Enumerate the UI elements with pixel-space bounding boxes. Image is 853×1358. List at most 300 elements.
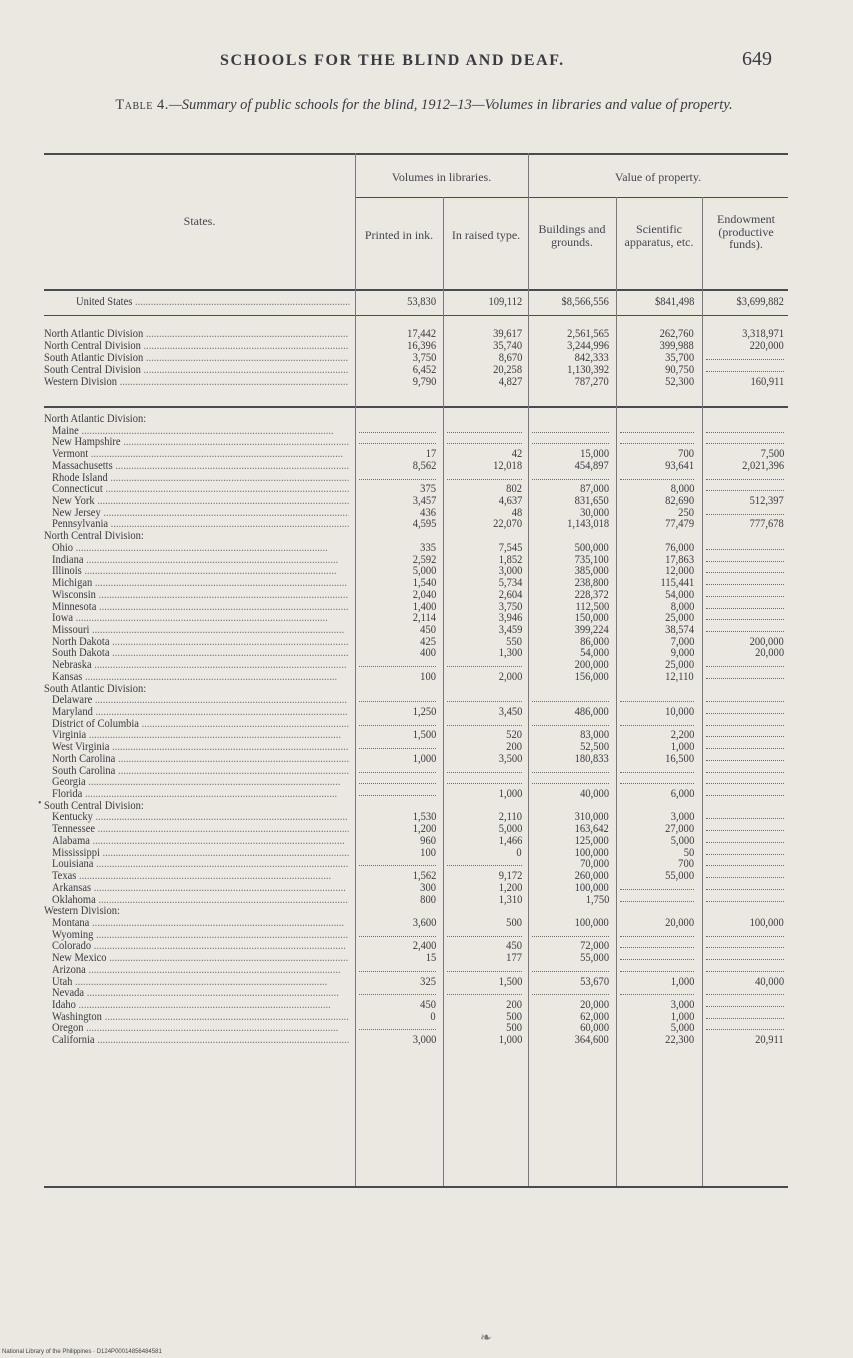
empty-cell-leader [447, 971, 522, 972]
buildings-cell: 180,833 [574, 752, 609, 765]
empty-cell-leader [447, 479, 522, 480]
scientific-cell: 10,000 [665, 706, 694, 718]
scientific-cell: 1,000 [670, 741, 694, 754]
empty-cell-leader [620, 701, 694, 702]
printed-cell: 1,530 [412, 811, 436, 824]
empty-cell-leader [620, 901, 694, 902]
state-row-name: Rhode Island ..... [52, 472, 349, 484]
buildings-cell: 30,000 [580, 506, 609, 519]
raised-cell: 200 [506, 999, 522, 1011]
empty-cell-leader [706, 561, 784, 562]
state-row-name: New Mexico ..... [52, 952, 349, 964]
buildings-cell: 1,750 [585, 893, 609, 906]
raised-cell: 39,617 [493, 328, 522, 340]
empty-cell-leader [706, 772, 784, 773]
printed-cell: 3,000 [412, 1034, 436, 1047]
printed-cell: 1,200 [412, 823, 436, 836]
division-row-name: South Atlantic Division ..... [44, 352, 349, 364]
raised-cell: 500 [506, 1010, 522, 1023]
state-row-name: Illinois ..... [52, 565, 349, 577]
state-row-name: West Virginia ..... [52, 741, 349, 753]
scientific-cell: 7,000 [670, 635, 694, 648]
empty-cell-leader [532, 725, 609, 726]
endowment-cell: 2,021,396 [741, 459, 784, 472]
column-divider [355, 153, 356, 1186]
empty-cell-leader [532, 783, 609, 784]
printed-cell: 436 [420, 506, 436, 519]
empty-cell-leader [706, 854, 784, 855]
empty-cell-leader [359, 772, 436, 773]
empty-cell-leader [706, 713, 784, 714]
empty-cell-leader [359, 432, 436, 433]
state-row-name: Massachusetts ..... [52, 460, 349, 472]
empty-cell-leader [706, 947, 784, 948]
endowment-cell: 20,911 [755, 1034, 784, 1047]
scientific-cell: 2,200 [670, 729, 694, 742]
buildings-cell: 2,561,565 [566, 328, 609, 340]
stray-mark: • [38, 798, 42, 809]
scientific-cell: 5,000 [670, 1022, 694, 1035]
printed-cell: 450 [420, 999, 436, 1011]
raised-cell: 1,000 [498, 1034, 522, 1047]
printed-cell: 2,040 [412, 588, 436, 601]
empty-cell-leader [620, 889, 694, 890]
scientific-cell: 16,500 [665, 752, 694, 765]
empty-cell-leader [532, 994, 609, 995]
state-row-name: North Dakota ..... [52, 636, 349, 648]
empty-cell-leader [706, 572, 784, 573]
empty-cell-leader [706, 490, 784, 491]
empty-cell-leader [447, 701, 522, 702]
empty-cell-leader [620, 725, 694, 726]
header-bottom-rule [44, 289, 788, 291]
empty-cell-leader [706, 596, 784, 597]
empty-cell-leader [706, 901, 784, 902]
scientific-cell: 77,479 [665, 518, 694, 531]
raised-cell: 1,000 [498, 788, 522, 801]
printed-cell: 3,457 [412, 495, 436, 508]
empty-cell-leader [447, 783, 522, 784]
running-title: SCHOOLS FOR THE BLIND AND DEAF. [220, 52, 565, 69]
scientific-cell: 700 [678, 858, 694, 871]
state-row-name: New Jersey ..... [52, 507, 349, 519]
raised-cell: 1,500 [498, 975, 522, 988]
empty-cell-leader [706, 830, 784, 831]
buildings-cell: 15,000 [580, 448, 609, 461]
state-row-name: Idaho ..... [52, 999, 349, 1011]
state-row-name: Montana ..... [52, 917, 349, 929]
buildings-cell: 1,143,018 [566, 518, 609, 531]
volumes-group-header: Volumes in libraries. [391, 170, 492, 184]
empty-cell-leader [359, 936, 436, 937]
buildings-cell: 54,000 [580, 647, 609, 660]
empty-cell-leader [706, 748, 784, 749]
empty-cell-leader [706, 549, 784, 550]
empty-cell-leader [447, 432, 522, 433]
empty-cell-leader [447, 994, 522, 995]
state-row-name: Louisiana ..... [52, 858, 349, 870]
buildings-cell: 100,000 [574, 916, 609, 929]
empty-cell-leader [706, 877, 784, 878]
raised-cell: 5,000 [498, 823, 522, 836]
division-row-name: South Central Division ..... [44, 364, 349, 376]
state-row-name: California ..... [52, 1034, 349, 1046]
buildings-cell: 238,800 [574, 577, 609, 590]
endowment-cell: 3,318,971 [741, 328, 784, 340]
property-group-header: Value of property. [614, 170, 702, 184]
division-row-name: Western Division ..... [44, 376, 349, 388]
endowment-cell: 220,000 [749, 340, 784, 353]
buildings-cell: 55,000 [580, 952, 609, 965]
empty-cell-leader [706, 631, 784, 632]
scientific-cell: $841,498 [654, 296, 694, 308]
buildings-cell: 1,130,392 [566, 364, 609, 377]
states-header: States. [183, 214, 216, 228]
empty-cell-leader [532, 971, 609, 972]
printed-cell: 0 [430, 1010, 436, 1023]
buildings-cell: 364,600 [574, 1034, 609, 1047]
raised-header: In raised type. [451, 228, 521, 242]
buildings-cell: 3,244,996 [566, 340, 609, 353]
totals-rule [44, 315, 788, 316]
divisions-rule [44, 406, 788, 408]
table-top-rule [44, 153, 788, 155]
empty-cell-leader [706, 359, 784, 360]
buildings-cell: 260,000 [574, 870, 609, 883]
table-bottom-rule [44, 1186, 788, 1188]
scientific-cell: 20,000 [665, 916, 694, 929]
empty-cell-leader [359, 748, 436, 749]
scientific-cell: 25,000 [665, 612, 694, 625]
empty-cell-leader [532, 443, 609, 444]
raised-cell: 2,000 [498, 670, 522, 683]
summary-table [44, 153, 788, 1189]
state-row-name: Georgia ..... [52, 776, 349, 788]
state-row-name: Wyoming ..... [52, 929, 349, 941]
endowment-cell: 7,500 [760, 448, 784, 461]
empty-cell-leader [532, 701, 609, 702]
raised-cell: 2,110 [498, 811, 522, 824]
empty-cell-leader [359, 1029, 436, 1030]
raised-cell: 200 [506, 741, 522, 754]
buildings-cell: 735,100 [574, 553, 609, 566]
scientific-cell: 35,700 [665, 352, 694, 365]
library-stamp: National Library of the Philippines · D124P00014856484581 [2, 1349, 162, 1355]
state-row-name: New York ..... [52, 495, 349, 507]
division-heading: South Atlantic Division: [44, 682, 147, 695]
empty-cell-leader [706, 701, 784, 702]
printed-cell: 335 [420, 541, 436, 554]
state-row-name: Alabama ..... [52, 835, 349, 847]
state-row-name: Mississippi ..... [52, 847, 349, 859]
state-row-name: Wisconsin ..... [52, 589, 349, 601]
state-row-name: Colorado ..... [52, 940, 349, 952]
printed-cell: 3,600 [412, 916, 436, 929]
printed-cell: 5,000 [412, 565, 436, 578]
empty-cell-leader [706, 371, 784, 372]
state-row-name: Kansas ..... [52, 671, 349, 683]
empty-cell-leader [359, 865, 436, 866]
buildings-cell: 787,270 [574, 376, 609, 389]
printed-cell: 100 [420, 846, 436, 859]
scientific-cell: 22,300 [665, 1034, 694, 1047]
printed-cell: 17 [425, 448, 436, 461]
empty-cell-leader [532, 432, 609, 433]
empty-cell-leader [447, 443, 522, 444]
printed-cell: 375 [420, 483, 436, 496]
raised-cell: 1,200 [498, 881, 522, 894]
empty-cell-leader [532, 772, 609, 773]
division-heading: North Central Division: [44, 530, 144, 543]
buildings-cell: 486,000 [574, 706, 609, 718]
raised-cell: 48 [511, 506, 522, 519]
state-row-name: Washington ..... [52, 1011, 349, 1023]
empty-cell-leader [706, 1018, 784, 1019]
empty-cell-leader [706, 971, 784, 972]
state-row-name: Maryland ..... [52, 706, 349, 718]
endowment-cell: 40,000 [755, 975, 784, 988]
division-row-name: North Atlantic Division ..... [44, 328, 349, 340]
buildings-cell: 500,000 [574, 541, 609, 554]
endowment-cell: 160,911 [750, 376, 784, 389]
state-row-name: Nevada ..... [52, 987, 349, 999]
empty-cell-leader [706, 795, 784, 796]
state-row-name: District of Columbia ..... [52, 718, 349, 730]
empty-cell-leader [620, 971, 694, 972]
state-row-name: Utah ..... [52, 976, 349, 988]
page-ornament: ❧ [480, 1331, 492, 1346]
empty-cell-leader [620, 479, 694, 480]
table-title: —Summary of public schools for the blind, 1912–13—Volumes in libraries and value of property. [168, 97, 733, 113]
empty-cell-leader [706, 432, 784, 433]
raised-cell: 500 [506, 916, 522, 929]
buildings-cell: 86,000 [580, 635, 609, 648]
printed-cell: 400 [420, 647, 436, 660]
raised-cell: 12,018 [493, 459, 522, 472]
empty-cell-leader [620, 772, 694, 773]
printed-cell: 2,592 [412, 553, 436, 566]
scientific-cell: 3,000 [670, 811, 694, 824]
printed-cell: 2,114 [412, 612, 436, 625]
empty-cell-leader [706, 678, 784, 679]
scientific-cell: 25,000 [665, 659, 694, 672]
buildings-cell: 831,650 [574, 495, 609, 508]
buildings-cell: 20,000 [580, 999, 609, 1011]
raised-cell: 42 [511, 448, 522, 461]
printed-cell: 6,452 [412, 364, 436, 377]
empty-cell-leader [359, 795, 436, 796]
empty-cell-leader [706, 666, 784, 667]
state-row-name: Nebraska ..... [52, 659, 349, 671]
empty-cell-leader [447, 772, 522, 773]
printed-cell: 15 [425, 952, 436, 965]
empty-cell-leader [706, 514, 784, 515]
buildings-cell: 385,000 [574, 565, 609, 578]
raised-cell: 5,734 [498, 577, 522, 590]
empty-cell-leader [620, 959, 694, 960]
raised-cell: 3,500 [498, 752, 522, 765]
printed-cell: 800 [420, 893, 436, 906]
scientific-cell: 1,000 [670, 1010, 694, 1023]
state-row-name: Florida ..... [52, 788, 349, 800]
scientific-cell: 93,641 [665, 459, 694, 472]
scientific-cell: 262,760 [659, 328, 694, 340]
state-row-name: Virginia ..... [52, 729, 349, 741]
column-divider [528, 153, 529, 1186]
scientific-cell: 50 [683, 846, 694, 859]
empty-cell-leader [620, 443, 694, 444]
raised-cell: 1,310 [498, 893, 522, 906]
raised-cell: 4,827 [498, 376, 522, 389]
buildings-cell: 163,642 [574, 823, 609, 836]
state-row-name: Maine ..... [52, 425, 349, 437]
raised-cell: 3,750 [498, 600, 522, 613]
empty-cell-leader [447, 666, 522, 667]
raised-cell: 1,852 [498, 553, 522, 566]
printed-cell: 425 [420, 635, 436, 648]
endowment-cell: 512,397 [749, 495, 784, 508]
buildings-cell: 125,000 [574, 834, 609, 847]
buildings-cell: 156,000 [574, 670, 609, 683]
empty-cell-leader [706, 584, 784, 585]
empty-cell-leader [706, 936, 784, 937]
scientific-cell: 700 [678, 448, 694, 461]
raised-cell: 1,466 [498, 834, 522, 847]
scientific-cell: 17,863 [665, 553, 694, 566]
buildings-cell: 40,000 [580, 788, 609, 801]
endowment-cell: 200,000 [749, 635, 784, 648]
printed-cell: 300 [420, 881, 436, 894]
scientific-cell: 399,988 [659, 340, 694, 353]
empty-cell-leader [447, 725, 522, 726]
raised-cell: 2,604 [498, 588, 522, 601]
endowment-header: Endowment (productive funds). [717, 212, 775, 251]
raised-cell: 35,740 [493, 340, 522, 353]
empty-cell-leader [706, 443, 784, 444]
state-row-name: South Carolina ..... [52, 765, 349, 777]
empty-cell-leader [706, 842, 784, 843]
scientific-cell: 115,441 [660, 577, 694, 590]
raised-cell: 3,000 [498, 565, 522, 578]
printed-cell: 1,250 [412, 706, 436, 718]
printed-cell: 1,500 [412, 729, 436, 742]
printed-cell: 1,400 [412, 600, 436, 613]
scientific-cell: 90,750 [665, 364, 694, 377]
division-heading: North Atlantic Division: [44, 413, 147, 425]
column-divider [702, 197, 703, 1186]
raised-cell: 20,258 [493, 364, 522, 377]
scientific-cell: 5,000 [670, 834, 694, 847]
raised-cell: 0 [516, 846, 522, 859]
printed-cell: 9,790 [412, 376, 436, 389]
state-row-name: North Carolina ..... [52, 753, 349, 765]
printed-cell: 53,830 [407, 296, 436, 308]
buildings-cell: 87,000 [580, 483, 609, 496]
buildings-cell: 150,000 [574, 612, 609, 625]
empty-cell-leader [359, 725, 436, 726]
state-row-name: Indiana ..... [52, 554, 349, 566]
raised-cell: 3,459 [498, 623, 522, 636]
scientific-cell: 9,000 [670, 647, 694, 660]
empty-cell-leader [706, 619, 784, 620]
endowment-cell: 100,000 [749, 916, 784, 929]
empty-cell-leader [706, 865, 784, 866]
raised-cell: 109,112 [488, 296, 522, 308]
empty-cell-leader [706, 1006, 784, 1007]
scientific-cell: 54,000 [665, 588, 694, 601]
state-row-name: Kentucky ..... [52, 811, 349, 823]
buildings-cell: 83,000 [580, 729, 609, 742]
empty-cell-leader [359, 479, 436, 480]
column-divider [443, 197, 444, 1186]
scientific-cell: 12,110 [665, 670, 694, 683]
raised-cell: 802 [506, 483, 522, 496]
state-row-name: Oregon ..... [52, 1022, 349, 1034]
empty-cell-leader [706, 959, 784, 960]
empty-cell-leader [532, 936, 609, 937]
printed-cell: 450 [420, 623, 436, 636]
raised-cell: 3,946 [498, 612, 522, 625]
state-row-name: Connecticut ..... [52, 483, 349, 495]
raised-cell: 9,172 [498, 870, 522, 883]
raised-cell: 3,450 [498, 706, 522, 718]
empty-cell-leader [706, 783, 784, 784]
empty-cell-leader [706, 889, 784, 890]
printed-cell: 100 [420, 670, 436, 683]
empty-cell-leader [359, 783, 436, 784]
scientific-cell: 8,000 [670, 483, 694, 496]
empty-cell-leader [359, 701, 436, 702]
empty-cell-leader [706, 818, 784, 819]
buildings-cell: 454,897 [574, 459, 609, 472]
empty-cell-leader [706, 1029, 784, 1030]
empty-cell-leader [706, 994, 784, 995]
printed-cell: 325 [420, 975, 436, 988]
empty-cell-leader [620, 994, 694, 995]
scientific-header: Scientific apparatus, etc. [624, 222, 694, 249]
buildings-cell: 70,000 [580, 858, 609, 871]
printed-cell: 17,442 [407, 328, 436, 340]
division-row-name: North Central Division ..... [44, 340, 349, 352]
state-row-name: Oklahoma ..... [52, 894, 349, 906]
state-row-name: Delaware ..... [52, 694, 349, 706]
state-row-name: Pennsylvania ..... [52, 518, 349, 530]
state-row-name: Vermont ..... [52, 448, 349, 460]
buildings-cell: 53,670 [580, 975, 609, 988]
state-row-name: Arizona ..... [52, 964, 349, 976]
group-header-rule [355, 197, 788, 198]
scientific-cell: 250 [678, 506, 694, 519]
raised-cell: 7,545 [498, 541, 522, 554]
raised-cell: 1,300 [498, 647, 522, 660]
buildings-cell: 200,000 [574, 659, 609, 672]
scientific-cell: 6,000 [670, 788, 694, 801]
printed-cell: 2,400 [412, 940, 436, 953]
empty-cell-leader [620, 936, 694, 937]
state-row-name: Minnesota ..... [52, 601, 349, 613]
empty-cell-leader [620, 947, 694, 948]
division-heading: South Central Division: [44, 799, 144, 812]
printed-cell: 16,396 [407, 340, 436, 353]
state-row-name: Iowa ..... [52, 612, 349, 624]
scientific-cell: 12,000 [665, 565, 694, 578]
raised-cell: 4,637 [498, 495, 522, 508]
empty-cell-leader [359, 443, 436, 444]
scientific-cell: 27,000 [665, 823, 694, 836]
printed-cell: 1,000 [412, 752, 436, 765]
total-row-name: United States ..... [76, 296, 349, 308]
empty-cell-leader [706, 736, 784, 737]
